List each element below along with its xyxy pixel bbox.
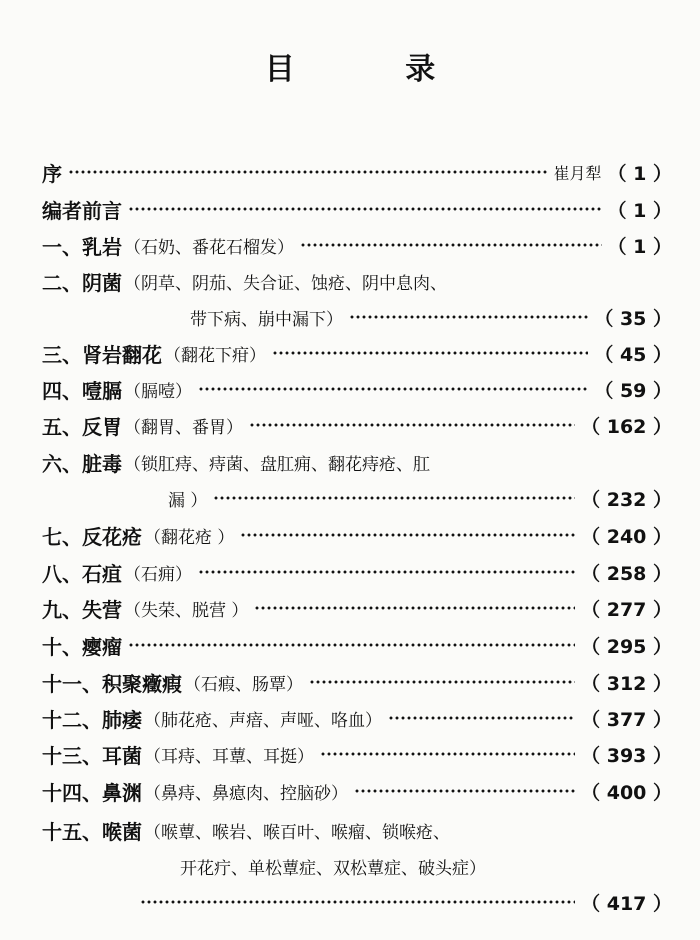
entry-title: 十三、耳菌	[42, 743, 142, 768]
toc-entry	[42, 815, 672, 845]
entry-subtitle: （肺花疮、声瘖、声哑、咯血）	[144, 710, 382, 731]
entry-subtitle-cont: 开花疔、单松蕈症、双松蕈症、破头症）	[180, 858, 486, 879]
entry-author: 崔月犁	[553, 163, 602, 183]
entry-title: 一、乳岩	[42, 234, 122, 259]
toc-entry	[42, 520, 672, 550]
dot-leader	[128, 643, 575, 647]
entry-page: （ 59 ）	[594, 379, 672, 402]
dot-leader	[272, 351, 588, 355]
dot-leader	[249, 423, 575, 427]
entry-page: （ 393 ）	[581, 744, 672, 767]
entry-title: 十一、积聚癥瘕	[42, 671, 182, 696]
toc-entry	[42, 410, 672, 440]
entry-title: 编者前言	[42, 198, 122, 223]
entry-title: 序	[42, 161, 62, 186]
toc-entry	[42, 157, 672, 187]
toc-entry	[42, 374, 672, 404]
toc-entry-continuation	[190, 302, 672, 332]
entry-subtitle: （翻花疮 ）	[144, 527, 235, 548]
entry-page: （ 232 ）	[581, 488, 672, 511]
dot-leader	[68, 170, 548, 174]
entry-page: （ 240 ）	[581, 525, 672, 548]
entry-page: （ 417 ）	[581, 892, 672, 915]
entry-subtitle: （失荣、脱营 ）	[124, 600, 249, 621]
toc-entry	[42, 630, 672, 660]
entry-subtitle: （翻花下疳）	[164, 345, 266, 366]
entry-title: 十、瘿瘤	[42, 634, 122, 659]
dot-leader	[309, 680, 575, 684]
toc-entry	[42, 266, 672, 296]
entry-title: 三、肾岩翻花	[42, 342, 162, 367]
toc-entry	[42, 194, 672, 224]
entry-page: （ 400 ）	[581, 781, 672, 804]
entry-title: 九、失营	[42, 597, 122, 622]
toc-entry	[42, 667, 672, 697]
entry-page: （ 258 ）	[581, 562, 672, 585]
dot-leader	[254, 606, 575, 610]
toc-entry-continuation	[140, 887, 672, 917]
dot-leader	[300, 243, 602, 247]
entry-title: 六、脏毒	[42, 451, 122, 476]
entry-page: （ 377 ）	[581, 708, 672, 731]
toc-entry-continuation	[180, 851, 672, 881]
toc-entry-continuation	[168, 483, 672, 513]
entry-subtitle: （阴草、阴茄、失合证、蚀疮、阴中息肉、	[124, 273, 447, 294]
entry-title: 五、反胃	[42, 414, 122, 439]
entry-subtitle: （石奶、番花石榴发）	[124, 237, 294, 258]
page-title: 目 录	[264, 52, 486, 87]
dot-leader	[198, 570, 575, 574]
entry-page: （ 295 ）	[581, 635, 672, 658]
dot-leader	[198, 387, 588, 391]
entry-subtitle-cont: 带下病、崩中漏下）	[190, 309, 343, 330]
dot-leader	[140, 900, 575, 904]
toc-entry	[42, 776, 672, 806]
entry-page: （ 35 ）	[594, 307, 672, 330]
dot-leader	[354, 789, 575, 793]
entry-title: 十四、鼻渊	[42, 780, 142, 805]
toc-entry	[42, 447, 672, 477]
dot-leader	[388, 716, 575, 720]
entry-title: 四、噎膈	[42, 378, 122, 403]
entry-page: （ 277 ）	[581, 598, 672, 621]
dot-leader	[128, 207, 602, 211]
entry-subtitle: （膈噎）	[124, 381, 192, 402]
entry-page: （ 1 ）	[607, 235, 672, 258]
entry-page: （ 45 ）	[594, 343, 672, 366]
toc-entry	[42, 593, 672, 623]
dot-leader	[213, 496, 575, 500]
toc-entry	[42, 739, 672, 769]
entry-title: 八、石疽	[42, 561, 122, 586]
entry-subtitle: （石痈）	[124, 564, 192, 585]
toc-entry	[42, 230, 672, 260]
entry-page: （ 312 ）	[581, 672, 672, 695]
entry-page: （ 1 ）	[607, 199, 672, 222]
entry-subtitle-cont: 漏 ）	[168, 490, 208, 511]
entry-page: （ 162 ）	[581, 415, 672, 438]
entry-title: 七、反花疮	[42, 524, 142, 549]
entry-page: （ 1 ）	[607, 162, 672, 185]
entry-subtitle: （翻胃、番胃）	[124, 417, 243, 438]
entry-subtitle: （石瘕、肠覃）	[184, 674, 303, 695]
dot-leader	[240, 533, 575, 537]
toc-entry	[42, 703, 672, 733]
entry-title: 十二、肺痿	[42, 707, 142, 732]
entry-subtitle: （喉蕈、喉岩、喉百叶、喉瘤、锁喉疮、	[144, 822, 450, 843]
entry-subtitle: （锁肛痔、痔菌、盘肛痈、翻花痔疮、肛	[124, 454, 430, 475]
dot-leader	[320, 752, 575, 756]
toc-entry	[42, 338, 672, 368]
toc-entry	[42, 557, 672, 587]
entry-title: 二、阴菌	[42, 270, 122, 295]
entry-subtitle: （鼻痔、鼻瘜肉、控脑砂）	[144, 783, 348, 804]
dot-leader	[349, 315, 588, 319]
entry-subtitle: （耳痔、耳蕈、耳挺）	[144, 746, 314, 767]
entry-title: 十五、喉菌	[42, 819, 142, 844]
